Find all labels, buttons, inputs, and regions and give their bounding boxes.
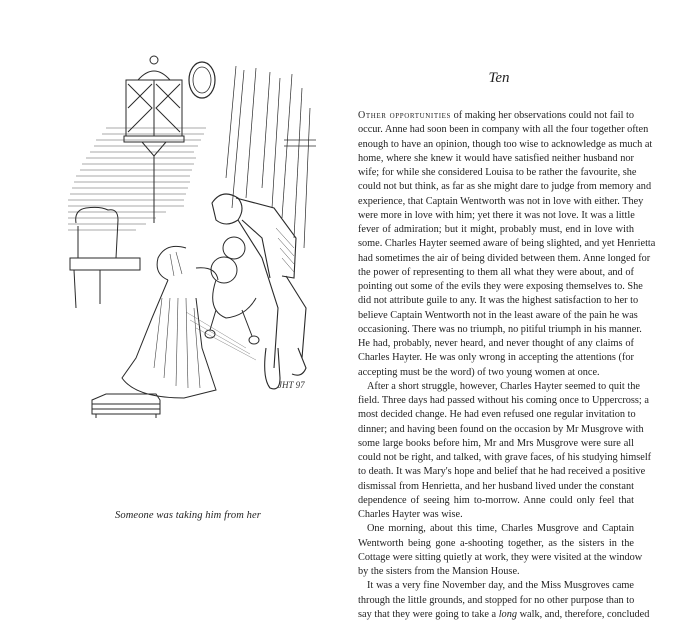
text-line: dependence of seeing him to-morrow. Anne could only feel that — [358, 494, 634, 506]
text-line: had sometimes the air of being divided between them. Anne longed for — [358, 252, 651, 264]
text-line: fever of admiration; but it might, probably must, end in love with — [358, 224, 634, 235]
svg-text:JHT 97: JHT 97 — [278, 380, 305, 390]
text-line: were more in love with him; yet there it was not love. It was a little — [358, 209, 635, 221]
text-line: After a short struggle, however, Charles Hayter seemed to quit the — [367, 380, 640, 392]
text-line: pointing out some of the evils they were exposing themselves to. She — [358, 281, 643, 292]
text-line: Charles Hayter was wise. — [358, 509, 463, 520]
left-page — [0, 0, 340, 540]
text-line: some large books before him, Mr and Mrs Musgrove were sure all — [358, 437, 634, 449]
right-page — [340, 0, 683, 620]
text-line: wife; for while she considered Louisa to be rather the favourite, she — [358, 167, 637, 178]
text-line: could not be right, and talked, with grave faces, of his studying himself — [358, 452, 652, 463]
illustration — [66, 48, 316, 418]
text-line: dismissal from Henrietta, and her husband lived under the constant — [358, 480, 634, 492]
engraving-illustration-icon — [66, 48, 316, 418]
text-line: believe Captain Wentworth not in the least aware of the pain he was — [358, 309, 638, 321]
text-line: Wentworth being gone a-shooting together, as the sisters in the — [358, 537, 634, 549]
text-line: Other opportunities of making her observations could not fail to — [358, 110, 635, 121]
emphasis-word: long — [498, 608, 517, 620]
text-line: experience, that Captain Wentworth was not in love with either. They — [358, 195, 644, 207]
text-line: could not but think, as far as she might dare to judge from memory and — [358, 181, 652, 193]
text-line: some. Charles Hayter seemed aware of being slighted, and yet Henrietta — [358, 238, 656, 250]
text-line: Cottage were sitting quietly at work, they were visited at the window — [358, 551, 643, 563]
text-line: He had, probably, never heard, and never thought of any claims of — [358, 338, 634, 349]
text-line: field. Three days had passed without his coming once to Uppercross; a — [358, 395, 649, 406]
illustration-caption: Someone was taking him from her — [115, 510, 261, 521]
chapter-body-text — [358, 109, 656, 622]
text-line: did not attribute guile to any. It was the highest satisfaction to her to — [358, 295, 639, 307]
text-line: One morning, about this time, Charles Musgrove and Captain — [367, 523, 634, 535]
text-line: dinner; and having been found on the occasion by Mr Musgrove with — [358, 423, 644, 435]
text-line: Charles Hayter. He was only wrong in accepting the attentions (for — [358, 352, 634, 364]
text-line: It was a very fine November day, and the Miss Musgroves came — [367, 580, 634, 592]
text-line: say that they were going to take a long walk, and, therefore, concluded — [358, 608, 650, 620]
text-line: home, where she knew it would have satisfied neither husband nor — [358, 152, 634, 164]
text-line: accepting must be the word) of two young women at once. — [358, 366, 600, 378]
text-line: occasioning. There was no triumph, no pitiful triumph in his manner. — [358, 323, 642, 335]
text-line: the power of representing to them all what they were about, and of — [358, 266, 634, 278]
chapter-title: Ten — [488, 70, 510, 86]
text-line: most decided change. He had even refused one regular invitation to — [358, 409, 636, 421]
text-line: to death. It was Mary's hope and belief that he had received a positive — [358, 466, 646, 478]
text-line: through the little grounds, and stopped for no other purpose than to — [358, 594, 635, 606]
text-line: by the sisters from the Mansion House. — [358, 566, 520, 577]
lead-in-smallcaps: Other opportunities — [358, 110, 452, 121]
text-line: occur. Anne had soon been in company with all the four together often — [358, 124, 649, 136]
text-line: enough to have an opinion, though too wise to acknowledge as much at — [358, 138, 653, 150]
